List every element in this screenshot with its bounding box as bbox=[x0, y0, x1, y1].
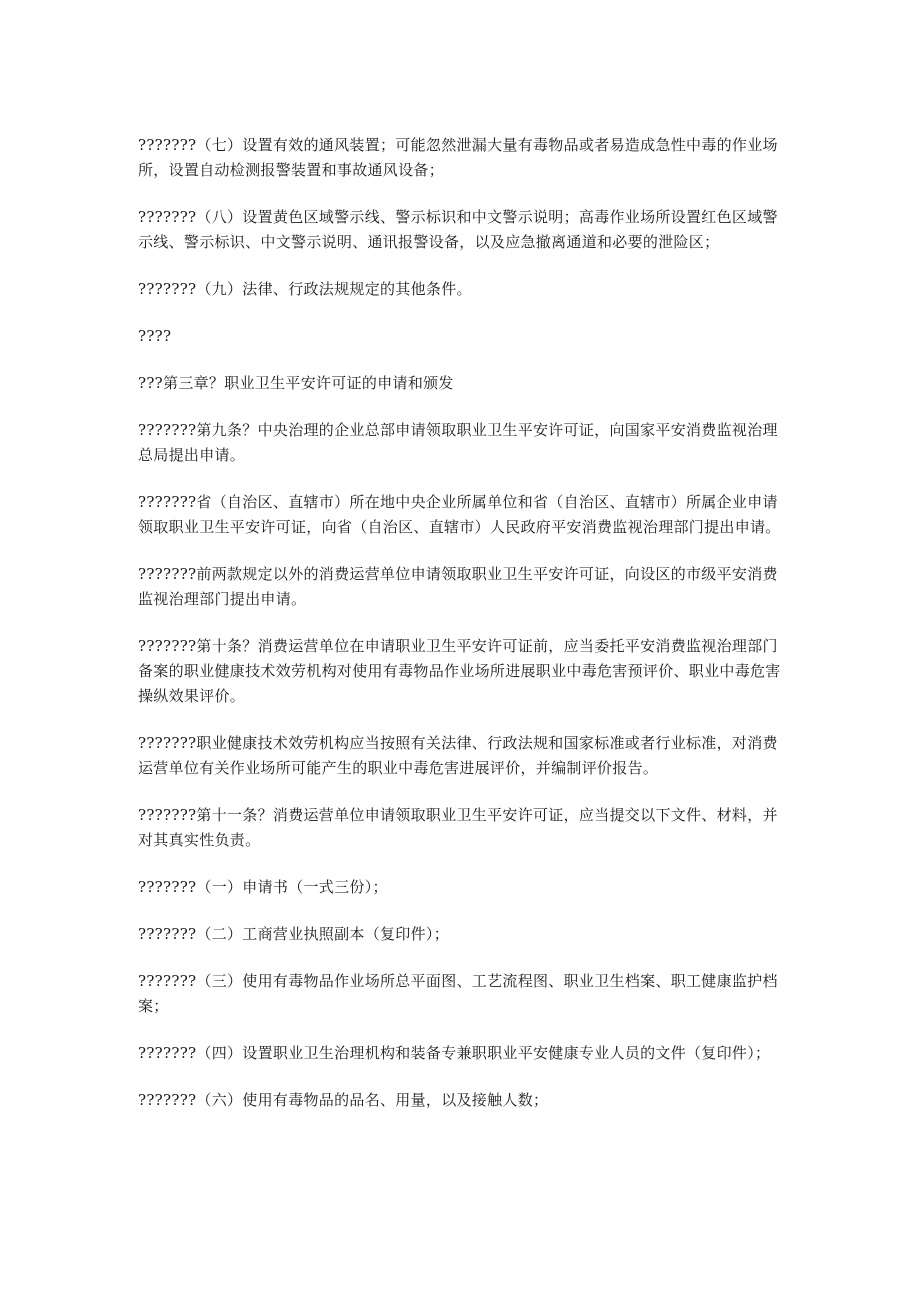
chapter-heading: ???第三章？职业卫生平安许可证的申请和颁发 bbox=[138, 374, 454, 392]
list-item-1: ???????（一）申请书（一式三份）； bbox=[138, 878, 388, 896]
paragraph-blank: ???? bbox=[138, 327, 172, 345]
paragraph-item-7: ???????（七）设置有效的通风装置；可能忽然泄漏大量有毒物品或者易造成急性中毒的作业场所，设置自动检测报警装置和事故通风设备； bbox=[138, 136, 778, 179]
article-9-para-2: ???????省（自治区、直辖市）所在地中央企业所属单位和省（自治区、直辖市）所属企业申请领取职业卫生平安许可证，向省（自治区、直辖市）人民政府平安消费监视治理部门提出申请。 bbox=[138, 493, 781, 536]
list-item-6: ???????（六）使用有毒物品的品名、用量，以及接触人数； bbox=[138, 1091, 549, 1109]
article-10: ???????第十条？消费运营单位在申请职业卫生平安许可证前，应当委托平安消费监视治理部门备案的职业健康技术效劳机构对使用有毒物品作业场所进展职业中毒危害预评价、职业中毒危害操纵效果评价。 bbox=[138, 637, 781, 705]
paragraph-item-9: ???????（九）法律、行政法规规定的其他条件。 bbox=[138, 280, 472, 298]
article-10-para-2: ???????职业健康技术效劳机构应当按照有关法律、行政法规和国家标准或者行业标准，对消费运营单位有关作业场所可能产生的职业中毒危害进展评价，并编制评价报告。 bbox=[138, 734, 778, 777]
list-item-2: ???????（二）工商营业执照副本（复印件）； bbox=[138, 925, 449, 943]
list-item-3: ???????（三）使用有毒物品作业场所总平面图、工艺流程图、职业卫生档案、职工健康监护档案； bbox=[138, 972, 778, 1015]
article-11: ???????第十一条？消费运营单位申请领取职业卫生平安许可证，应当提交以下文件、材料，并对其真实性负责。 bbox=[138, 806, 778, 849]
article-9: ???????第九条？中央治理的企业总部申请领取职业卫生平安许可证，向国家平安消费监视治理总局提出申请。 bbox=[138, 421, 778, 464]
list-item-4: ???????（四）设置职业卫生治理机构和装备专兼职职业平安健康专业人员的文件（复印件）； bbox=[138, 1044, 771, 1062]
paragraph-item-8: ???????（八）设置黄色区域警示线、警示标识和中文警示说明；高毒作业场所设置红色区域警示线、警示标识、中文警示说明、通讯报警设备，以及应急撤离通道和必要的泄险区； bbox=[138, 208, 778, 251]
article-9-para-3: ???????前两款规定以外的消费运营单位申请领取职业卫生平安许可证，向设区的市级平安消费监视治理部门提出申请。 bbox=[138, 565, 778, 608]
